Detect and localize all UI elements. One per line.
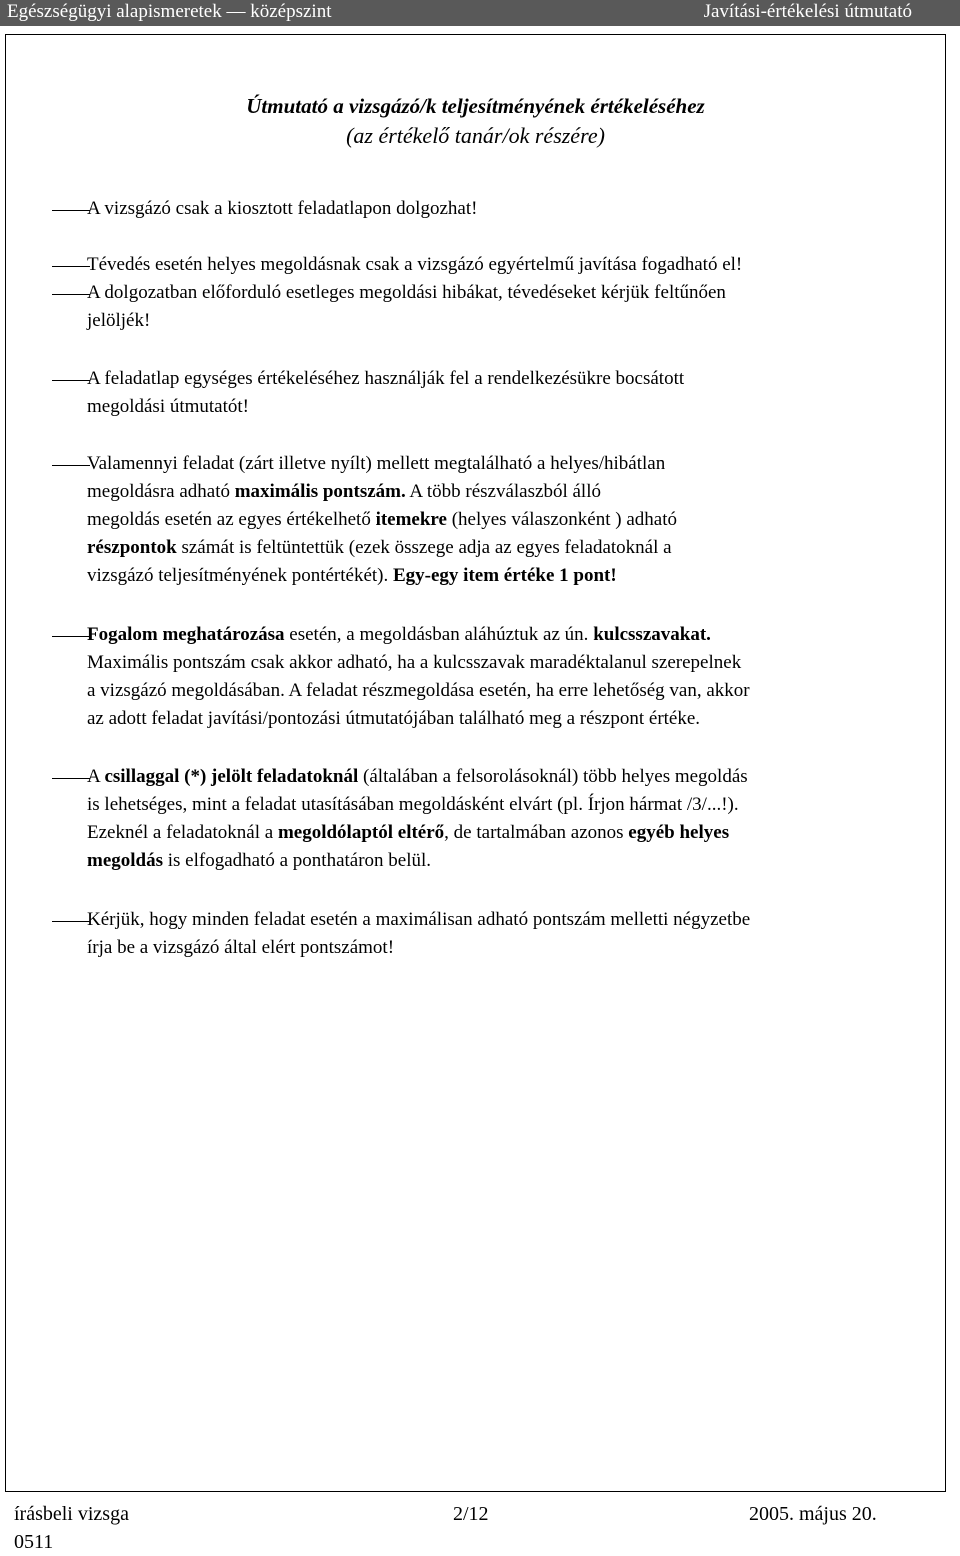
list-item: A vizsgázó csak a kiosztott feladatlapon dolgozhat! [87,198,478,219]
bullet-dash [52,380,90,381]
footer-code: 0511 [14,1531,54,1553]
bullet-dash [52,778,90,779]
list-item: A csillaggal (*) jelölt feladatoknál (általában a felsorolásoknál) több helyes megoldás is lehetséges, mint a feladat utasításában megoldásként elvárt (pl. Írjon hármat /3/...!). Ezeknél a feladatoknál a megoldólaptól eltérő, de tartalmában azonos egyéb helyes megoldás is elfogadható a ponthatáron belül. [87,766,748,871]
list-item: Kérjük, hogy minden feladat esetén a maximálisan adható pontszám melletti négyzetbe írja be a vizsgázó által elért pontszámot! [87,909,751,958]
page-subtitle: (az értékelő tanár/ok részére) [346,123,605,148]
page-title: Útmutató a vizsgázó/k teljesítményének értékeléséhez [246,94,705,118]
bullet-dash [52,636,90,637]
list-item: Valamennyi feladat (zárt illetve nyílt) mellett megtalálható a helyes/hibátlan megoldásra adható maximális pontszám. A több részválaszból álló megoldás esetén az egyes értékelhető itemekre (helyes válaszonként ) adható részpontok számát is feltüntettük (ezek összege adja az egyes feladatoknál a vizsgázó teljesítményének pontértékét). Egy-egy item értéke 1 pont! [87,453,677,586]
bullet-dash [52,465,90,466]
list-item: Fogalom meghatározása esetén, a megoldásban aláhúztuk az ún. kulcsszavakat. Maximális pontszám csak akkor adható, ha a kulcsszavak maradéktalanul szerepelnek a vizsgázó megoldásában. A feladat részmegoldása esetén, ha erre lehetőség van, akkor az adott feladat javítási/pontozási útmutatójában található meg a részpont értéke. [87,624,750,729]
footer-date: 2005. május 20. [749,1503,877,1525]
footer-page-number: 2/12 [453,1503,489,1525]
page-header [0,0,960,26]
footer-exam-type: írásbeli vizsga 0511 [14,1500,129,1556]
header-doc-type: Javítási-értékelési útmutató [703,1,912,22]
header-subject: Egészségügyi alapismeretek — középszint [7,1,332,22]
bullet-dash [52,266,90,267]
bullet-dash [52,210,90,211]
bullet-dash [52,294,90,295]
bullet-dash [52,921,90,922]
list-item: A feladatlap egységes értékeléséhez használják fel a rendelkezésükre bocsátott megoldási útmutatót! [87,368,685,417]
list-item: A dolgozatban előforduló esetleges megoldási hibákat, tévedéseket kérjük feltűnően jelöljék! [87,282,726,331]
list-item: Tévedés esetén helyes megoldásnak csak a vizsgázó egyértelmű javítása fogadható el! [87,254,743,275]
